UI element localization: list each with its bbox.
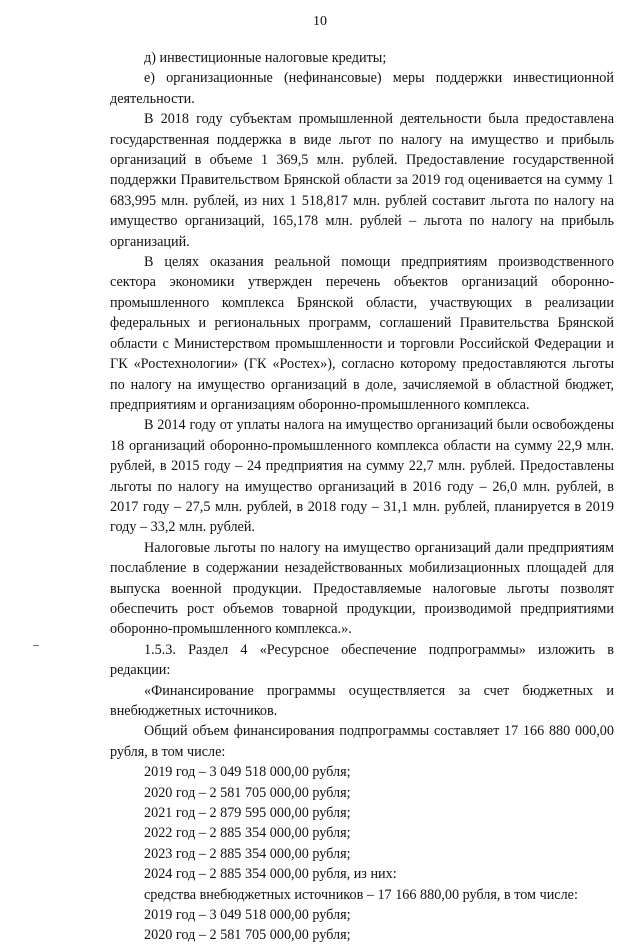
paragraph-exemptions-2014: В 2014 году от уплаты налога на имущество организаций были освобождены 18 организаций оборонно-промышленного комплекса области на сумму 22,9 млн. рублей, в 2015 году – 24 предприятия на сумму 22,7 млн. рублей. Предоставлены льготы по налогу на имущество организаций в 2016 году – 26,0 млн. рублей, в 2017 году – 27,5 млн. рублей, в 2018 году – 31,1 млн. рублей, планируется в 2019 году – 33,2 млн. рублей. xyxy=(110,417,614,536)
document-body xyxy=(110,48,614,946)
margin-mark xyxy=(33,645,39,646)
paragraph-item-d: д) инвестиционные налоговые кредиты; xyxy=(144,50,387,66)
funding-line-2024: 2024 год – 2 885 354 000,00 рубля, из них: xyxy=(144,866,397,883)
funding-line-2021: 2021 год – 2 879 595 000,00 рубля; xyxy=(144,805,351,822)
extrabudgetary-line-2019: 2019 год – 3 049 518 000,00 рубля; xyxy=(144,907,351,924)
paragraph-section-153: 1.5.3. Раздел 4 «Ресурсное обеспечение подпрограммы» изложить в редакции: xyxy=(110,641,614,679)
funding-line-2019: 2019 год – 3 049 518 000,00 рубля; xyxy=(144,764,351,781)
funding-line-2020: 2020 год – 2 581 705 000,00 рубля; xyxy=(144,784,351,801)
extrabudgetary-line-2020: 2020 год – 2 581 705 000,00 рубля; xyxy=(144,927,351,944)
funding-line-2023: 2023 год – 2 885 354 000,00 рубля; xyxy=(144,845,351,862)
page-number: 10 xyxy=(313,14,327,29)
paragraph-support-2018: В 2018 году субъектам промышленной деятельности была предоставлена государственная поддержка в виде льгот по налогу на имущество и прибыль организаций в объеме 1 369,5 млн. рублей. Предоставление государственной поддержки Правительством Брянской области за 2019 год оценивается на сумму 1 683,995 млн. рублей, из них 1 518,817 млн. рублей составит льгота по налогу на имущество организаций, 165,178 млн. рублей – льгота по налогу на прибыль организаций. xyxy=(110,111,614,250)
extrabudgetary-total: средства внебюджетных источников – 17 166 880,00 рубля, в том числе: xyxy=(144,886,578,903)
paragraph-item-e: е) организационные (нефинансовые) меры поддержки инвестиционной деятельности. xyxy=(110,70,614,107)
paragraph-financing-sources: «Финансирование программы осуществляется за счет бюджетных и внебюджетных источников. xyxy=(110,682,614,719)
paragraph-tax-benefits: Налоговые льготы по налогу на имущество организаций дали предприятиям послабление в содержании незадействованных мобилизационных площадей для выпуска военной продукции. Предоставляемые налоговые льготы позволят обеспечить рост объемов товарной продукции, производимой предприятиями оборонно-промышленного комплекса.». xyxy=(110,539,614,638)
funding-line-2022: 2022 год – 2 885 354 000,00 рубля; xyxy=(144,825,351,842)
paragraph-total-financing: Общий объем финансирования подпрограммы составляет 17 166 880 000,00 рубля, в том числе: xyxy=(110,723,614,760)
paragraph-defense-list: В целях оказания реальной помощи предприятиям производственного сектора экономики утвержден перечень объектов организаций оборонно-промышленного комплекса Брянской области, участвующих в реализации федеральных и региональных программ, соглашений Правительства Брянской области с Министерством промышленности и торговли Российской Федерации и ГК «Ростехнологии» (ГК «Ростех»), согласно которому предоставляются льготы по налогу на имущество организаций в доле, зачисляемой в областной бюджет, предприятиям и организациям оборонно-промышленного комплекса. xyxy=(110,254,614,413)
